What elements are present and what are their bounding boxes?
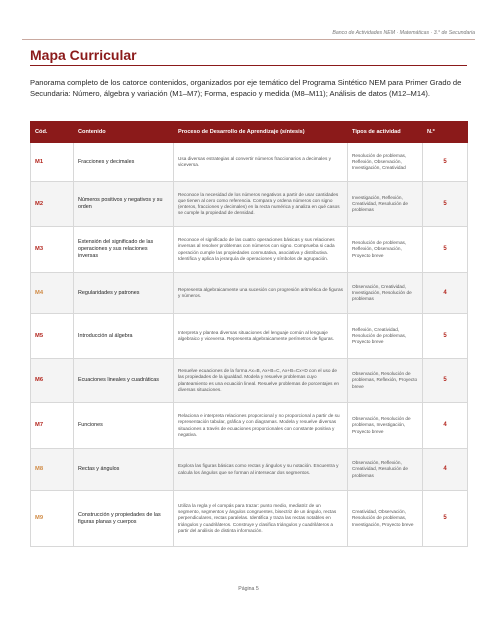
row-types: Observación, Reflexión, Creatividad, Resolución de problemas — [348, 449, 423, 491]
header-count: N.º — [423, 122, 468, 143]
row-code: M4 — [31, 273, 74, 314]
section-title: Mapa Curricular — [30, 47, 137, 63]
row-code: M8 — [31, 449, 74, 491]
table-row — [31, 449, 468, 491]
row-types: Observación, Resolución de problemas, Reflexión, Proyecto breve — [348, 359, 423, 403]
table-row — [31, 314, 468, 359]
row-content: Extensión del significado de las operaciones y sus relaciones inversas — [74, 227, 174, 273]
table-row — [31, 227, 468, 273]
table-row — [31, 491, 468, 547]
intro-paragraph: Panorama completo de los catorce contenidos, organizados por eje temático del Programa Sintético NEM para Primer Grado de Secundaria: Número, álgebra y variación (M1–M7); Forma, espacio y medida (M8–M11); Análisis de datos (M12–M14). — [30, 78, 462, 98]
row-types: Observación, Creatividad, Investigación, Resolución de problemas — [348, 273, 423, 314]
header-code: Cód. — [31, 122, 74, 143]
header-process: Proceso de Desarrollo de Aprendizaje (síntesis) — [174, 122, 348, 143]
curriculum-table — [30, 121, 468, 547]
row-process: Resuelve ecuaciones de la forma Ax=B, Ax+B=C, Ax+B=Cx+D con el uso de las propiedades de la igualdad. Modela y resuelve problemas cuyo planteamiento es una ecuación lineal. Resuelve problemas de porcentajes en diversas situaciones. — [174, 359, 348, 403]
row-content: Regularidades y patrones — [74, 273, 174, 314]
row-code: M9 — [31, 491, 74, 547]
row-process: Reconoce la necesidad de los números negativos a partir de usar cantidades que tienen al cero como referencia. Compara y ordena números con signo (enteros, fracciones y decimales) en la recta numérica y analiza en qué casos se cumple la propiedad de densidad. — [174, 182, 348, 227]
row-types: Reflexión, Creatividad, Resolución de problemas, Proyecto breve — [348, 314, 423, 359]
row-count: 5 — [423, 359, 468, 403]
row-code: M2 — [31, 182, 74, 227]
table-row — [31, 359, 468, 403]
row-types: Investigación, Reflexión, Creatividad, Resolución de problemas — [348, 182, 423, 227]
row-content: Ecuaciones lineales y cuadráticas — [74, 359, 174, 403]
row-content: Construcción y propiedades de las figuras planas y cuerpos — [74, 491, 174, 547]
header-content: Contenido — [74, 122, 174, 143]
row-count: 5 — [423, 143, 468, 182]
row-process: Explora las figuras básicas como rectas y ángulos y su notación. Encuentra y calcula los ángulos que se forman al intersecar dos segmentos. — [174, 449, 348, 491]
table-row — [31, 143, 468, 182]
table-header-row — [31, 122, 468, 143]
row-process: Relaciona e interpreta relaciones proporcional y no proporcional a partir de su representación tabular, gráfica y con diagramas. Modela y resuelve diversas situaciones a través de ecuaciones proporcionales con constante positiva y negativa. — [174, 403, 348, 449]
page-number: Página 5 — [238, 586, 259, 592]
row-types: Observación, Resolución de problemas, Investigación, Proyecto breve — [348, 403, 423, 449]
row-count: 5 — [423, 491, 468, 547]
row-code: M5 — [31, 314, 74, 359]
row-process: Usa diversas estrategias al convertir números fraccionarios a decimales y viceversa. — [174, 143, 348, 182]
row-count: 5 — [423, 182, 468, 227]
row-process: Representa algebraicamente una sucesión con progresión aritmética de figuras y números. — [174, 273, 348, 314]
row-content: Introducción al álgebra — [74, 314, 174, 359]
row-content: Fracciones y decimales — [74, 143, 174, 182]
row-code: M3 — [31, 227, 74, 273]
table-row — [31, 403, 468, 449]
row-code: M7 — [31, 403, 74, 449]
row-types: Creatividad, Observación, Resolución de problemas, Investigación, Proyecto breve — [348, 491, 423, 547]
row-process: Interpreta y plantea diversas situaciones del lenguaje común al lenguaje algebraico y viceversa. Representa algebraicamente perímetros de figuras. — [174, 314, 348, 359]
row-types: Resolución de problemas, Reflexión, Observación, Proyecto breve — [348, 227, 423, 273]
title-divider — [30, 65, 467, 66]
row-code: M1 — [31, 143, 74, 182]
row-count: 4 — [423, 273, 468, 314]
row-types: Resolución de problemas, Reflexión, Observación, Investigación, Creatividad — [348, 143, 423, 182]
row-count: 4 — [423, 403, 468, 449]
row-content: Funciones — [74, 403, 174, 449]
row-count: 5 — [423, 227, 468, 273]
table-row — [31, 273, 468, 314]
row-content: Números positivos y negativos y su orden — [74, 182, 174, 227]
row-code: M6 — [31, 359, 74, 403]
header-types: Tipos de actividad — [348, 122, 423, 143]
row-content: Rectas y ángulos — [74, 449, 174, 491]
row-process: Reconoce el significado de las cuatro operaciones básicas y sus relaciones inversas al resolver problemas con números con signo. Comprueba si cada operación cumple las propiedades conmutativa, asociativa y distributiva. Identifica y aplica la jerarquía de operaciones y símbolos de agrupación. — [174, 227, 348, 273]
table-row — [31, 182, 468, 227]
running-header: Banco de Actividades NEM · Matemáticas · 3.° de Secundaria — [22, 30, 475, 40]
row-count: 4 — [423, 449, 468, 491]
row-count: 5 — [423, 314, 468, 359]
row-process: Utiliza la regla y el compás para trazar: punto medio, mediatriz de un segmento, segmentos y ángulos congruentes, bisectriz de un ángulo, rectas perpendiculares, rectas paralelas. Identifica y traza las rectas notables en triángulos y cuadriláteros. Construye y clasifica triángulos y cuadriláteros a partir del análisis de distinta información. — [174, 491, 348, 547]
